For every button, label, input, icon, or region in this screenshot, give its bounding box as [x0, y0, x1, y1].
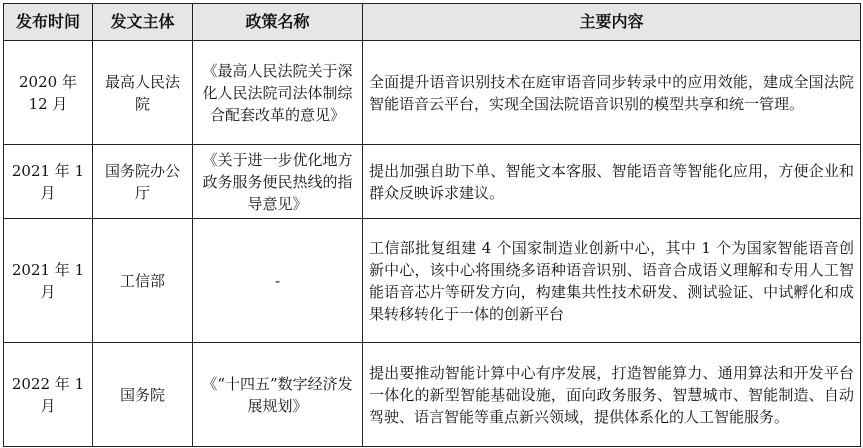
cell-issuer: 最高人民法院 — [93, 41, 193, 145]
cell-main-content: 提出加强自助下单、智能文本客服、智能语音等智能化应用，方便企业和群众反映诉求建议。 — [363, 145, 861, 219]
cell-issuer: 工信部 — [93, 219, 193, 343]
header-release-date: 发布时间 — [4, 4, 93, 41]
header-issuer: 发文主体 — [93, 4, 193, 41]
cell-release-date: 2020 年 12 月 — [4, 41, 93, 145]
cell-policy-name: 《最高人民法院关于深化人民法院司法体制综合配套改革的意见》 — [193, 41, 363, 145]
header-policy-name: 政策名称 — [193, 4, 363, 41]
table-row — [4, 41, 861, 145]
table-row — [4, 219, 861, 343]
header-main-content: 主要内容 — [363, 4, 861, 41]
cell-release-date: 2021 年 1 月 — [4, 219, 93, 343]
cell-main-content: 工信部批复组建 4 个国家制造业创新中心，其中 1 个为国家智能语音创新中心，该中心将围绕多语种语音识别、语音合成语义理解和专用人工智能语音芯片等研发方向，构建集共性技术研发、测试验证、中试孵化和成果转移转化于一体的创新平台 — [363, 219, 861, 343]
cell-policy-name: 《关于进一步优化地方政务服务便民热线的指导意见》 — [193, 145, 363, 219]
cell-policy-name: - — [193, 219, 363, 343]
cell-issuer: 国务院 — [93, 343, 193, 447]
cell-release-date: 2022 年 1 月 — [4, 343, 93, 447]
table-header-row — [4, 4, 861, 41]
table-row — [4, 145, 861, 219]
cell-main-content: 提出要推动智能计算中心有序发展，打造智能算力、通用算法和开发平台一体化的新型智能基础设施，面向政务服务、智慧城市、智能制造、自动驾驶、语言智能等重点新兴领域，提供体系化的人工智能服务。 — [363, 343, 861, 447]
policy-table — [3, 3, 861, 447]
cell-issuer: 国务院办公厅 — [93, 145, 193, 219]
cell-policy-name: 《“十四五”数字经济发展规划》 — [193, 343, 363, 447]
cell-release-date: 2021 年 1 月 — [4, 145, 93, 219]
cell-main-content: 全面提升语音识别技术在庭审语音同步转录中的应用效能，建成全国法院智能语音云平台，实现全国法院语音识别的模型共享和统一管理。 — [363, 41, 861, 145]
table-row — [4, 343, 861, 447]
